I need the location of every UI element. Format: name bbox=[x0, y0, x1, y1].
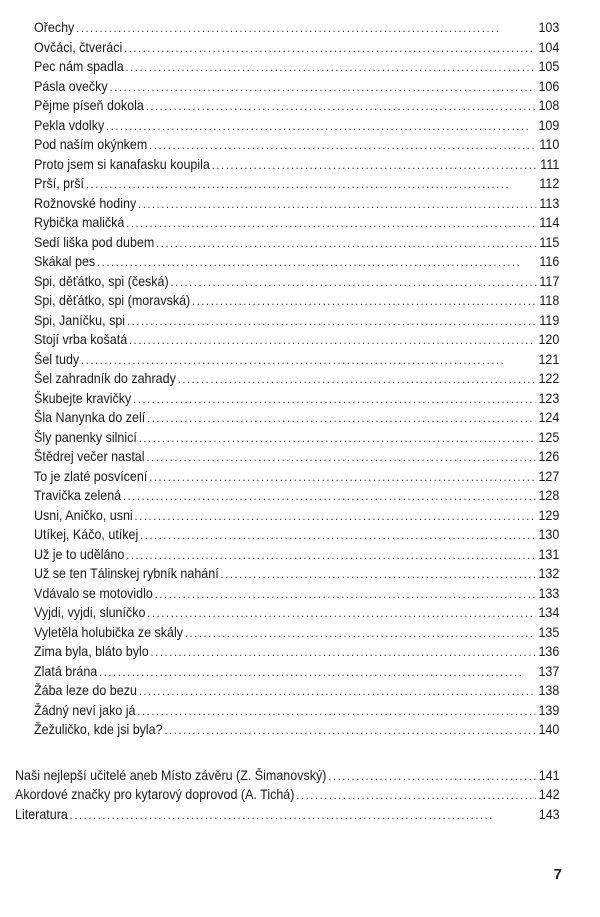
toc-entry bbox=[34, 369, 559, 389]
dot-leader bbox=[156, 234, 537, 254]
dot-leader bbox=[97, 253, 537, 273]
toc-entry bbox=[34, 213, 559, 233]
toc-entry bbox=[34, 174, 559, 194]
entry-title: Už je to uděláno bbox=[34, 546, 125, 562]
entry-title: Žežuličko, kde jsi byla? bbox=[34, 722, 163, 737]
entry-title: Travička zelená bbox=[34, 488, 122, 503]
toc-entry bbox=[34, 135, 559, 155]
toc-entry bbox=[34, 584, 559, 604]
entry-title: Rybička maličká bbox=[34, 215, 125, 230]
toc-entry bbox=[34, 233, 559, 253]
dot-leader bbox=[99, 663, 536, 683]
toc-entry bbox=[34, 545, 559, 565]
entry-page-number: 108 bbox=[538, 98, 560, 113]
dot-leader bbox=[178, 370, 536, 390]
toc-entry bbox=[34, 57, 559, 77]
toc-entry bbox=[34, 525, 559, 545]
dot-leader bbox=[185, 624, 536, 644]
entry-page-number: 131 bbox=[538, 546, 560, 562]
dot-leader bbox=[126, 214, 536, 234]
toc-entry bbox=[34, 155, 559, 175]
toc-entry bbox=[15, 805, 560, 825]
entry-page-number: 141 bbox=[538, 767, 560, 783]
dot-leader bbox=[192, 292, 537, 312]
toc-entry bbox=[34, 486, 559, 506]
entry-title: Skákal pes bbox=[34, 254, 96, 269]
dot-leader bbox=[149, 468, 536, 488]
dot-leader bbox=[146, 97, 536, 117]
entry-page-number: 133 bbox=[538, 585, 560, 601]
entry-page-number: 104 bbox=[538, 39, 560, 55]
toc-entry bbox=[34, 603, 559, 623]
dot-leader bbox=[146, 448, 535, 468]
entry-page-number: 139 bbox=[538, 702, 560, 718]
toc-entry bbox=[34, 681, 559, 701]
dot-leader bbox=[164, 721, 535, 741]
toc-entry bbox=[34, 77, 559, 97]
entry-title: Už se ten Tálinskej rybník nahání bbox=[34, 566, 219, 581]
entry-page-number: 122 bbox=[538, 371, 560, 386]
toc-entry bbox=[34, 389, 559, 409]
entry-page-number: 137 bbox=[538, 663, 560, 679]
entry-page-number: 127 bbox=[538, 468, 560, 484]
dot-leader bbox=[123, 487, 536, 507]
entry-page-number: 132 bbox=[538, 566, 560, 581]
toc-entry bbox=[34, 564, 559, 584]
song-list bbox=[0, 18, 600, 740]
entry-page-number: 136 bbox=[538, 644, 560, 659]
entry-title: Sedí liška pod dubem bbox=[34, 234, 155, 250]
entry-page-number: 143 bbox=[538, 806, 560, 822]
dot-leader bbox=[171, 273, 537, 293]
dot-leader bbox=[124, 39, 536, 59]
toc-entry bbox=[34, 720, 559, 740]
entry-page-number: 135 bbox=[538, 624, 560, 640]
toc-entry bbox=[34, 701, 559, 721]
toc-entry bbox=[34, 330, 559, 350]
entry-page-number: 140 bbox=[538, 722, 560, 737]
entry-page-number: 128 bbox=[538, 488, 560, 503]
toc-entry bbox=[34, 311, 559, 331]
dot-leader bbox=[149, 136, 536, 156]
entry-title: Prší, prší bbox=[34, 176, 85, 191]
entry-title: Stojí vrba košatá bbox=[34, 332, 128, 347]
toc-entry bbox=[34, 467, 559, 487]
dot-leader bbox=[151, 643, 536, 663]
dot-leader bbox=[139, 429, 536, 449]
entry-title: Literatura bbox=[15, 806, 68, 822]
table-of-contents bbox=[0, 18, 600, 824]
entry-page-number: 114 bbox=[539, 215, 560, 230]
entry-title: Ořechy bbox=[34, 20, 75, 35]
entry-title: Proto jsem si kanafasku koupila bbox=[34, 156, 210, 172]
entry-title: Naši nejlepší učitelé aneb Místo závěru (Z. Šimanovský) bbox=[15, 767, 327, 783]
entry-title: To je zlaté posvícení bbox=[34, 468, 148, 484]
entry-page-number: 118 bbox=[539, 293, 560, 308]
entry-page-number: 106 bbox=[538, 78, 560, 94]
dot-leader bbox=[126, 546, 535, 566]
toc-entry bbox=[34, 642, 559, 662]
entry-page-number: 138 bbox=[538, 683, 560, 698]
dot-leader bbox=[126, 58, 536, 78]
toc-entry bbox=[34, 194, 559, 214]
dot-leader bbox=[133, 390, 536, 410]
dot-leader bbox=[212, 156, 538, 176]
entry-title: Škubejte kravičky bbox=[34, 390, 132, 406]
toc-entry bbox=[34, 428, 559, 448]
dot-leader bbox=[76, 19, 536, 39]
entry-page-number: 125 bbox=[538, 429, 560, 445]
dot-leader bbox=[86, 175, 537, 195]
dot-leader bbox=[138, 195, 537, 215]
entry-page-number: 105 bbox=[538, 59, 560, 74]
entry-title: Šla Nanynka do zelí bbox=[34, 410, 146, 425]
dot-leader bbox=[137, 702, 535, 722]
entry-page-number: 130 bbox=[538, 527, 560, 542]
dot-leader bbox=[110, 78, 536, 98]
entry-title: Žádný neví jako já bbox=[34, 702, 136, 718]
entry-title: Štědrej večer nastal bbox=[34, 449, 145, 464]
dot-leader bbox=[127, 312, 537, 332]
entry-page-number: 142 bbox=[538, 787, 560, 802]
toc-entry bbox=[34, 18, 559, 38]
entry-page-number: 123 bbox=[538, 390, 560, 406]
toc-entry bbox=[15, 766, 560, 786]
entry-page-number: 119 bbox=[539, 312, 560, 328]
dot-leader bbox=[106, 117, 536, 137]
entry-title: Pod naším okýnkem bbox=[34, 137, 148, 152]
dot-leader bbox=[135, 507, 536, 527]
toc-entry bbox=[34, 447, 559, 467]
entry-page-number: 117 bbox=[539, 273, 560, 289]
toc-entry bbox=[34, 96, 559, 116]
page-number: 7 bbox=[553, 866, 562, 883]
entry-title: Vyletěla holubička ze skály bbox=[34, 624, 183, 640]
dot-leader bbox=[129, 331, 536, 351]
entry-title: Zlatá brána bbox=[34, 663, 98, 679]
dot-leader bbox=[147, 409, 536, 429]
dot-leader bbox=[155, 585, 536, 605]
entry-title: Pec nám spadla bbox=[34, 59, 124, 74]
entry-title: Spi, děťátko, spi (česká) bbox=[34, 273, 169, 289]
toc-entry bbox=[34, 252, 559, 272]
dot-leader bbox=[140, 526, 536, 546]
entry-title: Akordové značky pro kytarový doprovod (A. Tichá) bbox=[15, 787, 295, 802]
entry-title: Šel tudy bbox=[34, 351, 80, 367]
entry-title: Ovčáci, čtveráci bbox=[34, 39, 123, 55]
dot-leader bbox=[70, 806, 536, 826]
entry-page-number: 112 bbox=[539, 176, 560, 191]
toc-entry bbox=[34, 623, 559, 643]
dot-leader bbox=[139, 682, 536, 702]
toc-entry bbox=[34, 350, 559, 370]
entry-page-number: 109 bbox=[538, 117, 560, 133]
toc-entry bbox=[34, 116, 559, 136]
entry-title: Vdávalo se motovidlo bbox=[34, 585, 153, 601]
entry-title: Zima byla, bláto bylo bbox=[34, 644, 149, 659]
entry-page-number: 111 bbox=[540, 156, 560, 172]
toc-entry bbox=[34, 291, 559, 311]
entry-page-number: 124 bbox=[538, 410, 560, 425]
entry-title: Spi, Janíčku, spi bbox=[34, 312, 126, 328]
entry-title: Utíkej, Káčo, utíkej bbox=[34, 527, 139, 542]
entry-title: Žába leze do bezu bbox=[34, 683, 137, 698]
entry-page-number: 129 bbox=[538, 507, 560, 523]
toc-entry bbox=[34, 662, 559, 682]
entry-page-number: 121 bbox=[538, 351, 560, 367]
dot-leader bbox=[221, 565, 536, 585]
entry-title: Rožnovské hodiny bbox=[34, 195, 137, 211]
entry-page-number: 126 bbox=[538, 449, 560, 464]
toc-entry bbox=[15, 785, 560, 805]
entry-page-number: 134 bbox=[538, 605, 560, 620]
entry-title: Usni, Aničko, usni bbox=[34, 507, 133, 523]
appendix-list bbox=[0, 766, 600, 825]
toc-entry bbox=[34, 38, 559, 58]
toc-entry bbox=[34, 272, 559, 292]
dot-leader bbox=[296, 786, 536, 806]
entry-title: Šel zahradník do zahrady bbox=[34, 371, 176, 386]
entry-title: Pějme píseň dokola bbox=[34, 98, 144, 113]
dot-leader bbox=[81, 351, 536, 371]
entry-title: Spi, děťátko, spi (moravská) bbox=[34, 293, 191, 308]
entry-title: Pekla vdolky bbox=[34, 117, 105, 133]
toc-entry bbox=[34, 506, 559, 526]
dot-leader bbox=[328, 767, 536, 787]
dot-leader bbox=[147, 604, 535, 624]
entry-title: Pásla ovečky bbox=[34, 78, 108, 94]
entry-title: Vyjdi, vyjdi, sluníčko bbox=[34, 605, 146, 620]
entry-page-number: 110 bbox=[539, 137, 560, 152]
entry-page-number: 116 bbox=[539, 254, 560, 269]
entry-page-number: 113 bbox=[539, 195, 560, 211]
entry-page-number: 120 bbox=[538, 332, 560, 347]
toc-entry bbox=[34, 408, 559, 428]
entry-page-number: 115 bbox=[539, 234, 560, 250]
entry-title: Šly panenky silnicí bbox=[34, 429, 137, 445]
entry-page-number: 103 bbox=[538, 20, 560, 35]
